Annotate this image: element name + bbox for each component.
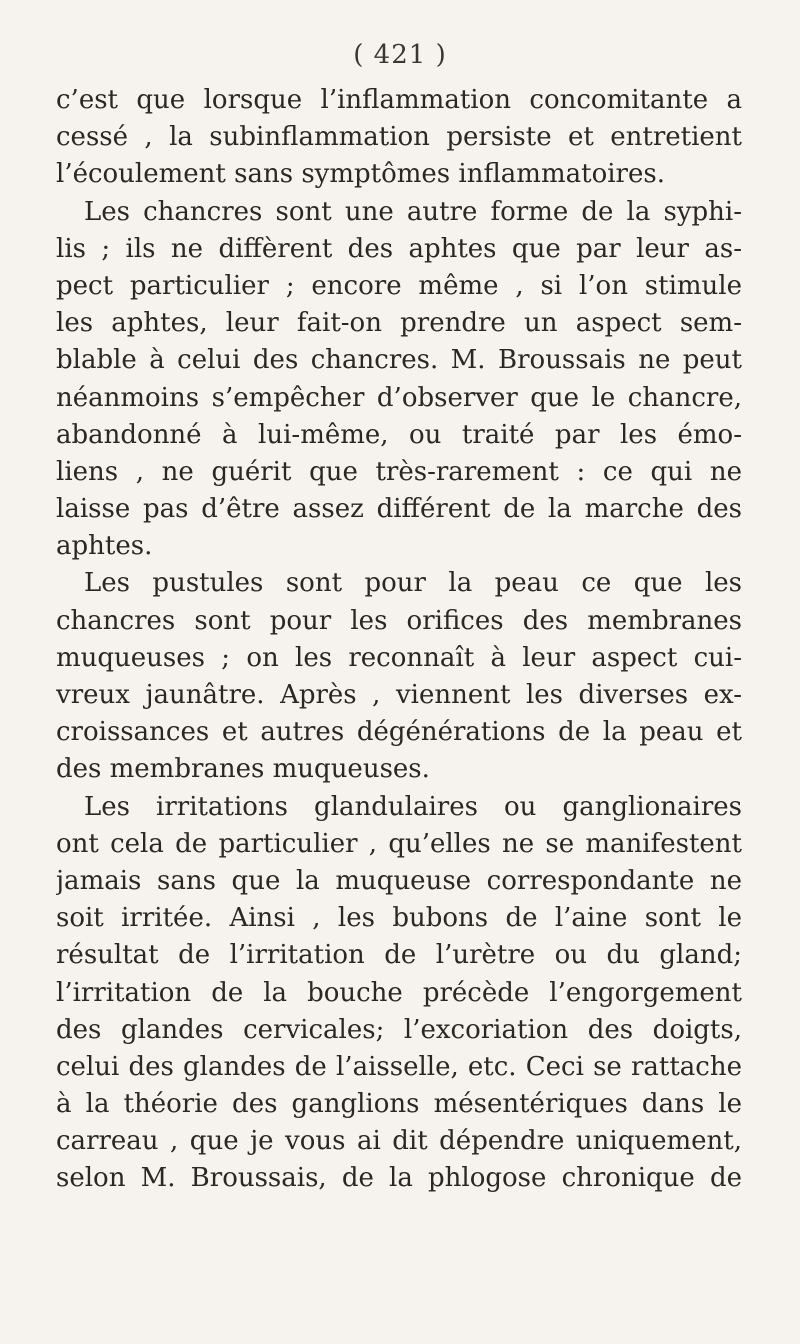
text-line: abandonné à lui-même, ou traité par les émo- <box>56 419 742 450</box>
text-line: liens , ne guérit que très-rarement : ce qui ne <box>56 456 742 487</box>
text-line: aphtes. <box>56 531 153 562</box>
text-line: croissances et autres dégénérations de la peau et <box>56 717 742 748</box>
text-line: selon M. Broussais, de la phlogose chronique de <box>56 1163 742 1194</box>
text-line: l’écoulement sans symptômes inflammatoires. <box>56 159 665 190</box>
text-line: muqueuses ; on les reconnaît à leur aspect cui- <box>56 642 742 673</box>
text-line: ont cela de particulier , qu’elles ne se manifestent <box>56 828 742 859</box>
text-line: des membranes muqueuses. <box>56 754 430 785</box>
body-text <box>56 82 742 1198</box>
text-line: carreau , que je vous ai dit dépendre uniquement, <box>56 1126 742 1157</box>
text-line: celui des glandes de l’aisselle, etc. Ceci se rattache <box>56 1051 742 1082</box>
text-line: des glandes cervicales; l’excoriation des doigts, <box>56 1014 742 1045</box>
text-line: l’irritation de la bouche précède l’engorgement <box>56 977 742 1008</box>
text-line: résultat de l’irritation de l’urètre ou du gland; <box>56 940 742 971</box>
text-line: pect particulier ; encore même , si l’on stimule <box>56 270 742 301</box>
text-line: vreux jaunâtre. Après , viennent les diverses ex- <box>56 680 742 710</box>
text-line: chancres sont pour les orifices des membranes <box>56 605 742 636</box>
text-line: blable à celui des chancres. M. Broussais ne peut <box>56 345 742 376</box>
text-line: Les irritations glandulaires ou ganglionaires <box>84 791 742 822</box>
text-line: les aphtes, leur fait-on prendre un aspect sem- <box>56 308 742 339</box>
text-line: laisse pas d’être assez différent de la marche des <box>56 494 742 525</box>
text-line: néanmoins s’empêcher d’observer que le chancre, <box>56 382 742 413</box>
text-line: cessé , la subinflammation persiste et entretient <box>56 122 742 153</box>
text-line: Les chancres sont une autre forme de la syphi- <box>84 196 742 227</box>
text-line: à la théorie des ganglions mésentériques dans le <box>56 1089 742 1120</box>
page-number: ( 421 ) <box>353 40 447 70</box>
text-line: jamais sans que la muqueuse correspondante ne <box>56 865 742 896</box>
text-line: lis ; ils ne diffèrent des aphtes que par leur as- <box>56 233 742 264</box>
text-line: c’est que lorsque l’inflammation concomitante a <box>56 85 742 115</box>
text-line: Les pustules sont pour la peau ce que les <box>84 568 742 599</box>
text-line: soit irritée. Ainsi , les bubons de l’aine sont le <box>56 903 742 934</box>
